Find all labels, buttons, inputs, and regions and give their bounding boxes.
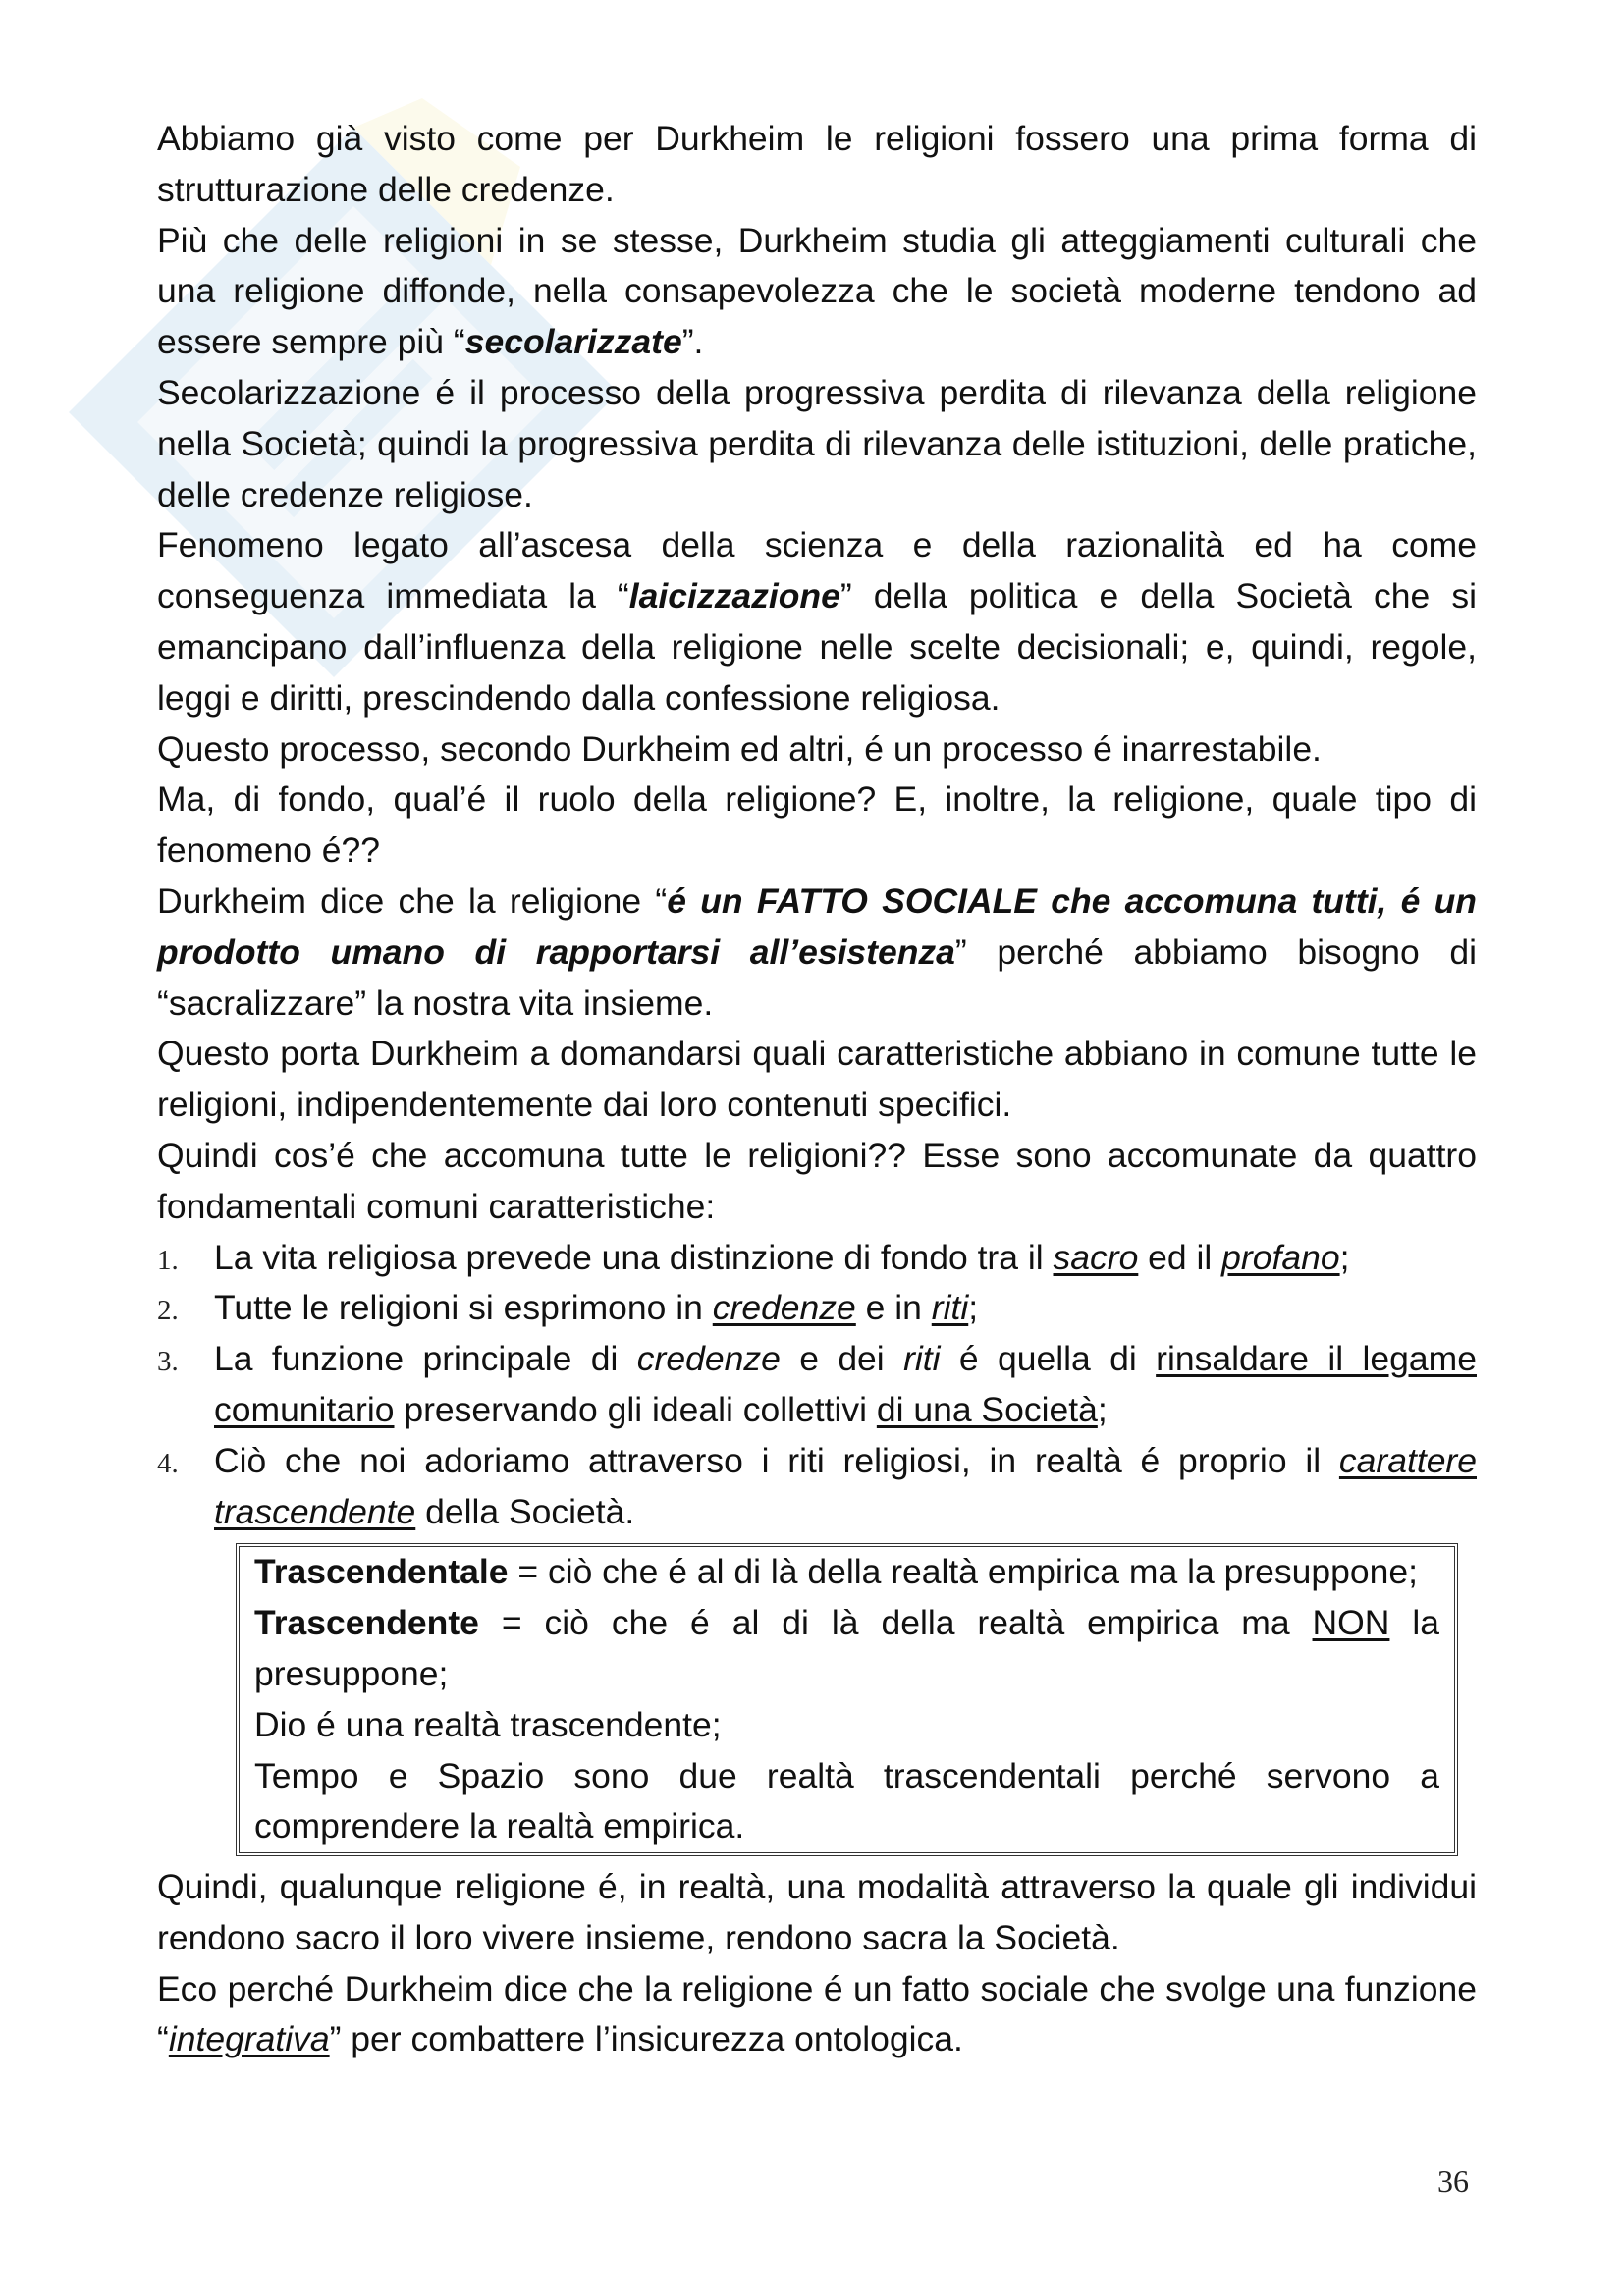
definition-trascendente: Trascendente = ciò che é al di là della realtà empirica ma NON la presuppone; bbox=[254, 1603, 1440, 1693]
term-riti: riti bbox=[931, 1288, 969, 1328]
definition-dio: Dio é una realtà trascendente; bbox=[254, 1704, 722, 1744]
paragraph-secolarizzazione-intro: Più che delle religioni in se stesse, Durkheim studia gli atteggiamenti culturali che una religione diffonde, nella consapevolezza che le società moderne tendono ad essere sempre più “secolarizzate”. bbox=[157, 220, 1477, 362]
term-sacro: sacro bbox=[1053, 1237, 1139, 1277]
page-number: 36 bbox=[1437, 2163, 1469, 2199]
list-item: 1. La vita religiosa prevede una distinzione di fondo tra il sacro ed il profano; bbox=[157, 1233, 1477, 1284]
paragraph-secolarizzazione-definition: Secolarizzazione é il processo della progressiva perdita di rilevanza della religione nella Società; quindi la progressiva perdita di rilevanza delle istituzioni, delle pratiche, delle credenze religiose. bbox=[157, 372, 1477, 514]
document-body bbox=[157, 114, 1477, 2065]
definitions-box bbox=[236, 1543, 1458, 1856]
paragraph-intro: Abbiamo già visto come per Durkheim le religioni fossero una prima forma di strutturazione delle credenze. bbox=[157, 119, 1477, 209]
paragraph-conclusion: Quindi, qualunque religione é, in realtà, una modalità attraverso la quale gli individui rendono sacro il loro vivere insieme, rendono sacra la Società. bbox=[157, 1867, 1477, 1957]
paragraph-fatto-sociale: Durkheim dice che la religione “é un FATTO SOCIALE che accomuna tutti, é un prodotto umano di rapportarsi all’esistenza” perché abbiamo bisogno di “sacralizzare” la nostra vita insieme. bbox=[157, 881, 1477, 1023]
paragraph-funzione-integrativa: Eco perché Durkheim dice che la religione é un fatto sociale che svolge una funzione “integrativa” per combattere l’insicurezza ontologica. bbox=[157, 1968, 1477, 2059]
list-number: 2. bbox=[157, 1295, 179, 1327]
term-legame-comunitario: rinsaldare il legame comunitario bbox=[214, 1339, 1477, 1429]
term-integrativa: integrativa bbox=[168, 2019, 330, 2059]
term-riti: riti bbox=[903, 1339, 941, 1379]
paragraph-caratteristiche: Questo porta Durkheim a domandarsi quali caratteristiche abbiano in comune tutte le religioni, indipendentemente dai loro contenuti specifici. bbox=[157, 1034, 1477, 1125]
characteristics-list bbox=[157, 1233, 1477, 1538]
list-number: 3. bbox=[157, 1346, 179, 1378]
quote-fatto-sociale: é un FATTO SOCIALE che accomuna tutti, é un prodotto umano di rapportarsi all’esistenza bbox=[157, 881, 1477, 972]
term-carattere-trascendente: carattere trascendente bbox=[214, 1440, 1477, 1531]
list-item: 2. Tutte le religioni si esprimono in credenze e in riti; bbox=[157, 1283, 1477, 1334]
term-non: NON bbox=[1312, 1603, 1390, 1643]
list-number: 1. bbox=[157, 1244, 179, 1276]
term-credenze: credenze bbox=[636, 1339, 781, 1379]
paragraph-laicizzazione: Fenomeno legato all’ascesa della scienza e della razionalità ed ha come conseguenza immediata la “laicizzazione” della politica e della Società che si emancipano dall’influenza della religione nelle scelte decisionali; e, quindi, regole, leggi e diritti, prescindendo dalla confessione religiosa. bbox=[157, 525, 1477, 718]
list-item: 3. La funzione principale di credenze e dei riti é quella di rinsaldare il legame comunitario preservando gli ideali collettivi di una Società; bbox=[157, 1339, 1477, 1429]
list-item: 4. Ciò che noi adoriamo attraverso i riti religiosi, in realtà é proprio il carattere trascendente della Società. bbox=[157, 1440, 1477, 1531]
term-credenze: credenze bbox=[712, 1288, 856, 1328]
paragraph-question: Ma, di fondo, qual’é il ruolo della religione? E, inoltre, la religione, quale tipo di fenomeno é?? bbox=[157, 779, 1477, 871]
term-di-una-societa: di una Società bbox=[876, 1389, 1098, 1429]
definition-trascendentale: Trascendentale = ciò che é al di là della realtà empirica ma la presuppone; bbox=[254, 1552, 1418, 1592]
paragraph-inarrestabile: Questo processo, secondo Durkheim ed altri, é un processo é inarrestabile. bbox=[157, 728, 1322, 769]
definition-tempo-spazio: Tempo e Spazio sono due realtà trascendentali perché servono a comprendere la realtà empirica. bbox=[254, 1755, 1439, 1846]
term-profano: profano bbox=[1221, 1237, 1340, 1277]
list-number: 4. bbox=[157, 1447, 179, 1479]
paragraph-accomuna: Quindi cos’é che accomuna tutte le religioni?? Esse sono accomunate da quattro fondamentali comuni caratteristiche: bbox=[157, 1135, 1477, 1226]
term-secolarizzate: secolarizzate bbox=[464, 322, 682, 362]
term-laicizzazione: laicizzazione bbox=[628, 576, 840, 616]
